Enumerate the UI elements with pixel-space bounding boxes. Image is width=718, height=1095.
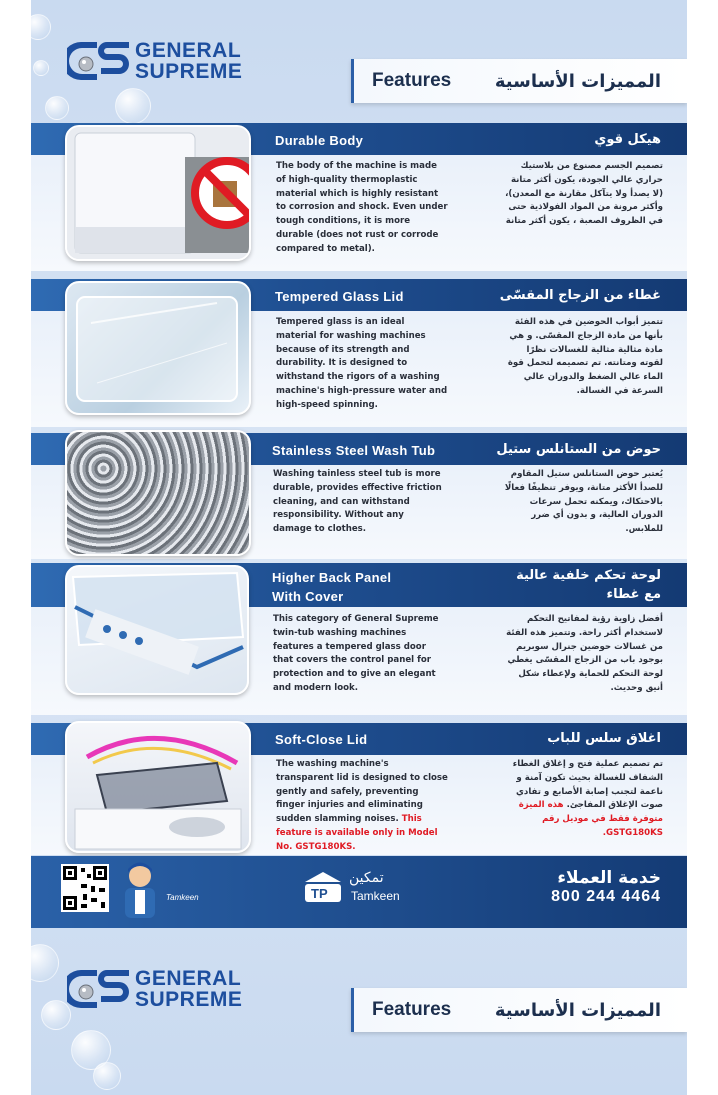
back-panel-title-ar-line1: لوحة تحكم خلفية عالية	[516, 568, 661, 583]
brand-logo-bottom	[67, 966, 242, 1012]
bubble-decoration	[45, 96, 69, 120]
section-durable-body	[31, 123, 687, 271]
section-tempered-glass	[31, 279, 687, 427]
tempered-glass-text-ar: تتميز أبواب الحوضين في هذه الفئة بأنها من مادة الزجاج المقسّى. و هي مادة مثالية مثالية للغسالات نظرًا لقوته ومتانته. تم تصميمه لتحمل قوة الماء عالي الضغط والدوران عالي السرعة في الغسالة.	[507, 317, 663, 396]
tempered-glass-title-en: Tempered Glass Lid	[275, 289, 404, 304]
brand-logo	[67, 38, 242, 84]
features-banner	[351, 59, 687, 103]
gs-logo-icon	[67, 966, 131, 1012]
tempered-glass-image	[65, 281, 251, 415]
section-soft-close	[31, 723, 687, 855]
back-panel-title-en-line2: With Cover	[272, 589, 344, 604]
soft-close-image	[65, 721, 251, 853]
tamkeen-name-ar: تمكين	[349, 870, 384, 886]
features-title-ar: المميزات الأساسية	[494, 999, 661, 1021]
durable-body-text-ar: تصميم الجسم مصنوع من بلاستيك حراري عالي الجودة، يكون أكثر متانة (لا يصدأ ولا يتآكل مقارنة مع المعدن)، وأكثر مرونة من المواد الفولاذية حتى في الظروف الصعبة ، يكون أكثر متانة	[505, 161, 663, 227]
features-title-ar: المميزات الأساسية	[494, 70, 661, 92]
features-title-en: Features	[372, 70, 452, 91]
gs-logo-icon	[67, 38, 131, 84]
section-stainless-tub	[31, 433, 687, 559]
brand-name-line2: SUPREME	[135, 60, 243, 83]
customer-service-phone[interactable]: 800 244 4464	[551, 888, 661, 905]
tamkeen-name-en: Tamkeen	[351, 889, 400, 903]
footer-bar	[31, 856, 687, 928]
tempered-glass-title-ar: غطاء من الزجاج المقسّى	[499, 288, 661, 303]
stainless-tub-text-ar: يُعتبر حوض الستانلس ستيل المقاوم للصدأ الأكثر متانة، ويوفر تنظيفًا فعالًا بالاحتكاك، ويمكنه تحمل سرعات الدوران العالية، و بدون أي ضرر للملابس.	[504, 469, 663, 535]
bubble-decoration	[33, 60, 49, 76]
qr-code-icon	[61, 864, 109, 912]
technician-mascot-icon	[117, 860, 163, 920]
brand-name-line1: GENERAL	[135, 39, 242, 62]
stainless-tub-title-ar: حوض من الستانلس ستيل	[496, 442, 661, 457]
customer-service-label: خدمة العملاء	[557, 868, 661, 888]
tempered-glass-text-en: Tempered glass is an ideal material for washing machines because of its strength and durability. It is designed to withstand the rigors of a washing machine's high-pressure water and high-speed spinning.	[276, 317, 448, 410]
features-title-en: Features	[372, 999, 452, 1020]
stainless-tub-text-en: Washing tainless steel tub is more durable, provides effective friction cleaning, and can withstand responsibility. Without any damage to clothes.	[273, 469, 442, 535]
soft-close-text-en	[276, 758, 448, 855]
soft-close-note-en: This feature is available only in Model No. GSTG180KS.	[276, 814, 438, 852]
section-back-panel	[31, 563, 687, 715]
soft-close-text-en-body: The washing machine's transparent lid is designed to close gently and safely, preventing finger injuries and eliminating sudden slamming noises.	[276, 759, 448, 825]
back-panel-title-ar-line2: مع غطاء	[606, 587, 661, 602]
durable-body-title-ar: هيكل قوي	[594, 132, 661, 147]
durable-body-title-en: Durable Body	[275, 133, 364, 148]
back-panel-text-en: This category of General Supreme twin-tub washing machines features a tempered glass door that covers the control panel for protection and to give an elegant and modern look.	[273, 614, 439, 693]
brand-name-line2: SUPREME	[135, 988, 243, 1011]
soft-close-note-ar: هذه الميزة متوفرة فقط في موديل رقم GSTG180KS.	[518, 800, 663, 838]
bubble-decoration	[31, 944, 59, 982]
bubble-decoration	[93, 1062, 121, 1090]
durable-body-text-en: The body of the machine is made of high-quality thermoplastic material which is highly resistant to corrosion and shock. Even under tough conditions, it is more durable (does not rust or corrode compared to metal).	[276, 161, 448, 254]
stainless-tub-title-en: Stainless Steel Wash Tub	[272, 443, 436, 458]
brand-name-line1: GENERAL	[135, 967, 242, 990]
soft-close-title-ar: اغلاق سلس للباب	[547, 731, 661, 746]
back-panel-image	[65, 565, 249, 695]
stainless-tub-image	[65, 430, 251, 556]
tamkeen-small-logo-text: Tamkeen	[166, 893, 199, 902]
durable-body-image	[65, 125, 251, 261]
soft-close-title-en: Soft-Close Lid	[275, 732, 368, 747]
svg-text:TP: TP	[311, 886, 328, 901]
features-banner-bottom	[351, 988, 687, 1032]
features-page	[31, 0, 687, 1095]
soft-close-text-ar	[503, 758, 663, 841]
back-panel-text-ar: أفضل زاوية رؤية لمفاتيح التحكم لاستخدام أكثر راحة. وتتميز هذه الفئة من غسالات حوضين جنرال سوبريم بوجود باب من الزجاج المقسّى يغطي لوحة التحكم للحماية ولإعطاء شكل أنيق وحديث.	[506, 614, 663, 693]
tamkeen-logo-icon	[301, 870, 345, 904]
soft-close-text-ar-body: تم تصميم عملية فتح و إغلاق الغطاء الشفاف للغسالة بحيث تكون آمنة و ناعمة لتجنب إصابة الأصابع و تفادي صوت الإغلاق المفاجئ.	[512, 759, 663, 811]
bubble-decoration	[115, 88, 151, 124]
bubble-decoration	[31, 14, 51, 40]
back-panel-title-en-line1: Higher Back Panel	[272, 570, 392, 585]
